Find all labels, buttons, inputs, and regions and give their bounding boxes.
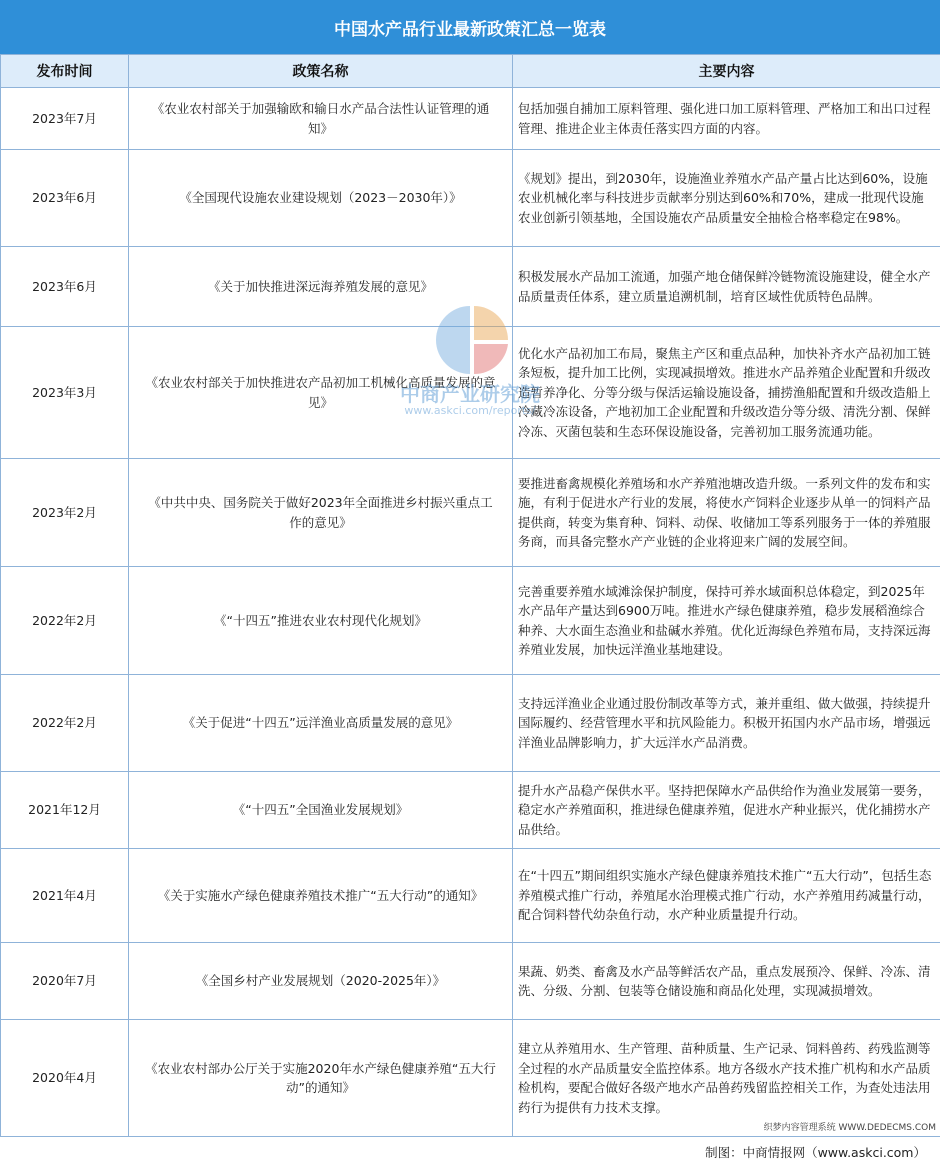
table-row bbox=[1, 247, 940, 327]
row-date: 2021年12月 bbox=[1, 772, 129, 849]
row-policy-name: 《全国现代设施农业建设规划（2023－2030年）》 bbox=[129, 150, 513, 247]
row-policy-name: 《关于实施水产绿色健康养殖技术推广“五大行动”的通知》 bbox=[129, 849, 513, 943]
row-date: 2023年3月 bbox=[1, 327, 129, 459]
row-content: 优化水产品初加工布局，聚焦主产区和重点品种，加快补齐水产品初加工链条短板，提升加工比例，实现减损增效。推进水产品养殖企业配置和升级改造暂养净化、分等分级与保活运输设施设备，捕捞渔船配置和升级改造船上冷藏冷冻设备，产地初加工企业配置和升级改造分等分级、清洗分割、保鲜冷冻、灭菌包装和生态环保设施设备，完善初加工服务流通功能。 bbox=[513, 327, 940, 459]
row-date: 2021年4月 bbox=[1, 849, 129, 943]
row-content: 积极发展水产品加工流通，加强产地仓储保鲜冷链物流设施建设，健全水产品质量责任体系，建立质量追溯机制，培育区域性优质特色品牌。 bbox=[513, 247, 940, 327]
row-date: 2023年6月 bbox=[1, 150, 129, 247]
row-policy-name: 《农业农村部关于加强输欧和输日水产品合法性认证管理的通知》 bbox=[129, 88, 513, 150]
footer-credit: 制图：中商情报网（www.askci.com） bbox=[705, 1145, 926, 1160]
table-row bbox=[1, 1020, 940, 1137]
footer bbox=[0, 1135, 940, 1168]
table-row bbox=[1, 675, 940, 772]
row-content: 建立从养殖用水、生产管理、苗种质量、生产记录、饲料兽药、药残监测等全过程的水产品质量安全监控体系。地方各级水产技术推广机构和水产品质检机构，要配合做好各级产地水产品兽药残留监控相关工作，为查处违法用药行为提供有力技术支撑。 bbox=[513, 1020, 940, 1137]
watermark-text: 中商产业研究院 bbox=[400, 382, 540, 406]
row-policy-name: 《“十四五”全国渔业发展规划》 bbox=[129, 772, 513, 849]
policy-table bbox=[0, 54, 940, 1137]
header-name: 政策名称 bbox=[129, 55, 513, 88]
row-content: 在“十四五”期间组织实施水产绿色健康养殖技术推广“五大行动”，包括生态养殖模式推广行动，养殖尾水治理模式推广行动，水产养殖用药减量行动，配合饲料替代幼杂鱼行动，水产种业质量提升行动。 bbox=[513, 849, 940, 943]
row-date: 2022年2月 bbox=[1, 675, 129, 772]
row-content: 提升水产品稳产保供水平。坚持把保障水产品供给作为渔业发展第一要务，稳定水产养殖面积，推进绿色健康养殖，促进水产种业振兴，优化捕捞水产品供给。 bbox=[513, 772, 940, 849]
row-date: 2020年4月 bbox=[1, 1020, 129, 1137]
cms-badge: 织梦内容管理系统 WWW.DEDECMS.COM bbox=[763, 1123, 936, 1133]
row-policy-name: 《“十四五”推进农业农村现代化规划》 bbox=[129, 567, 513, 675]
row-policy-name: 《关于促进“十四五”远洋渔业高质量发展的意见》 bbox=[129, 675, 513, 772]
row-content: 支持远洋渔业企业通过股份制改革等方式，兼并重组、做大做强，持续提升国际履约、经营管理水平和抗风险能力。积极开拓国内水产品市场，增强远洋渔业品牌影响力，扩大远洋水产品消费。 bbox=[513, 675, 940, 772]
row-date: 2023年7月 bbox=[1, 88, 129, 150]
table-row bbox=[1, 943, 940, 1020]
table-row bbox=[1, 567, 940, 675]
watermark-url: www.askci.com/reports/ bbox=[404, 404, 536, 417]
table-row bbox=[1, 772, 940, 849]
table-row bbox=[1, 849, 940, 943]
row-date: 2023年2月 bbox=[1, 459, 129, 567]
table-title: 中国水产品行业最新政策汇总一览表 bbox=[0, 0, 940, 54]
row-policy-name: 《农业农村部办公厅关于实施2020年水产绿色健康养殖“五大行动”的通知》 bbox=[129, 1020, 513, 1137]
row-policy-name: 《农业农村部关于加快推进农产品初加工机械化高质量发展的意见》 bbox=[129, 327, 513, 459]
row-policy-name: 《全国乡村产业发展规划（2020-2025年）》 bbox=[129, 943, 513, 1020]
row-date: 2023年6月 bbox=[1, 247, 129, 327]
header-content: 主要内容 bbox=[513, 55, 940, 88]
row-date: 2022年2月 bbox=[1, 567, 129, 675]
table-row bbox=[1, 459, 940, 567]
row-content: 《规划》提出，到2030年，设施渔业养殖水产品产量占比达到60%，设施农业机械化率与科技进步贡献率分别达到60%和70%，建成一批现代设施农业创新引领基地，全国设施农产品质量安全抽检合格率稳定在98%。 bbox=[513, 150, 940, 247]
row-date: 2020年7月 bbox=[1, 943, 129, 1020]
row-policy-name: 《关于加快推进深远海养殖发展的意见》 bbox=[129, 247, 513, 327]
table-row bbox=[1, 150, 940, 247]
row-content: 完善重要养殖水域滩涂保护制度，保持可养水域面积总体稳定，到2025年水产品年产量达到6900万吨。推进水产绿色健康养殖，稳步发展稻渔综合种养、大水面生态渔业和盐碱水养殖。优化近海绿色养殖布局，支持深远海养殖业发展，加快远洋渔业基地建设。 bbox=[513, 567, 940, 675]
header-date: 发布时间 bbox=[1, 55, 129, 88]
header-row bbox=[1, 55, 940, 88]
row-content: 要推进畜禽规模化养殖场和水产养殖池塘改造升级。一系列文件的发布和实施，有利于促进水产行业的发展，将使水产饲料企业逐步从单一的饲料产品提供商，转变为集育种、饲料、动保、收储加工等系列服务于一体的养殖服务商，而具备完整水产产业链的企业将迎来广阔的发展空间。 bbox=[513, 459, 940, 567]
row-policy-name: 《中共中央、国务院关于做好2023年全面推进乡村振兴重点工作的意见》 bbox=[129, 459, 513, 567]
table-row bbox=[1, 327, 940, 459]
row-content: 包括加强自捕加工原料管理、强化进口加工原料管理、严格加工和出口过程管理、推进企业主体责任落实四方面的内容。 bbox=[513, 88, 940, 150]
table-row bbox=[1, 88, 940, 150]
row-content: 果蔬、奶类、畜禽及水产品等鲜活农产品，重点发展预冷、保鲜、冷冻、清洗、分级、分割、包装等仓储设施和商品化处理，实现减损增效。 bbox=[513, 943, 940, 1020]
